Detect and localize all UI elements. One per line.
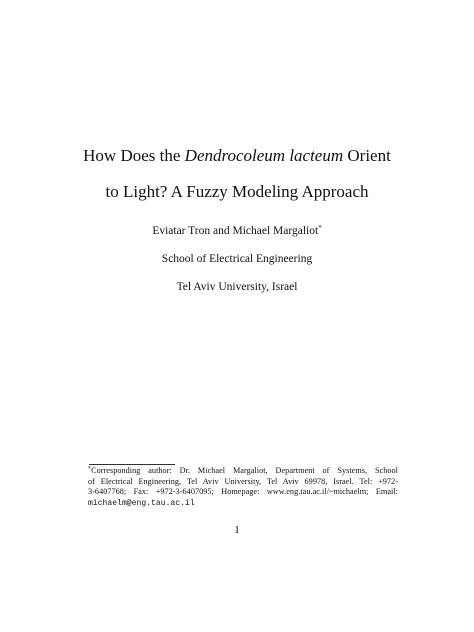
- footnote-marker: *: [88, 466, 92, 472]
- footnote-line-1-text: Corresponding author: Dr. Michael Margaliot, Department of Systems, School: [91, 466, 398, 475]
- title-suffix: Orient: [343, 146, 391, 165]
- author-list: [0, 224, 474, 238]
- author-names: Eviatar Tron and Michael Margaliot: [152, 225, 319, 237]
- author-footnote-marker: *: [318, 224, 322, 232]
- footnote-email: michaelm@eng.tau.ac.il: [88, 498, 195, 508]
- paper-title-line-1: [0, 146, 474, 166]
- page-number: 1: [234, 524, 240, 536]
- paper-title-line-2: to Light? A Fuzzy Modeling Approach: [105, 182, 369, 201]
- affiliation-university: Tel Aviv University, Israel: [176, 281, 298, 293]
- footnote-line-1: [88, 466, 398, 477]
- footnote-line-2: of Electrical Engineering, Tel Aviv University, Tel Aviv 69978, Israel. Tel: +972-: [88, 476, 398, 486]
- footnote-line-3: 3-6407768; Fax: +972-3-6407095; Homepage: www.eng.tau.ac.il/~michaelm; Email:: [88, 487, 398, 496]
- footnote-divider: [89, 464, 175, 465]
- title-prefix: How Does the: [83, 146, 185, 165]
- footnote-line-4: [88, 498, 398, 510]
- title-species-name: Dendrocoleum lacteum: [184, 146, 344, 165]
- corresponding-author-footnote: [88, 466, 398, 509]
- affiliation-school: School of Electrical Engineering: [161, 253, 313, 265]
